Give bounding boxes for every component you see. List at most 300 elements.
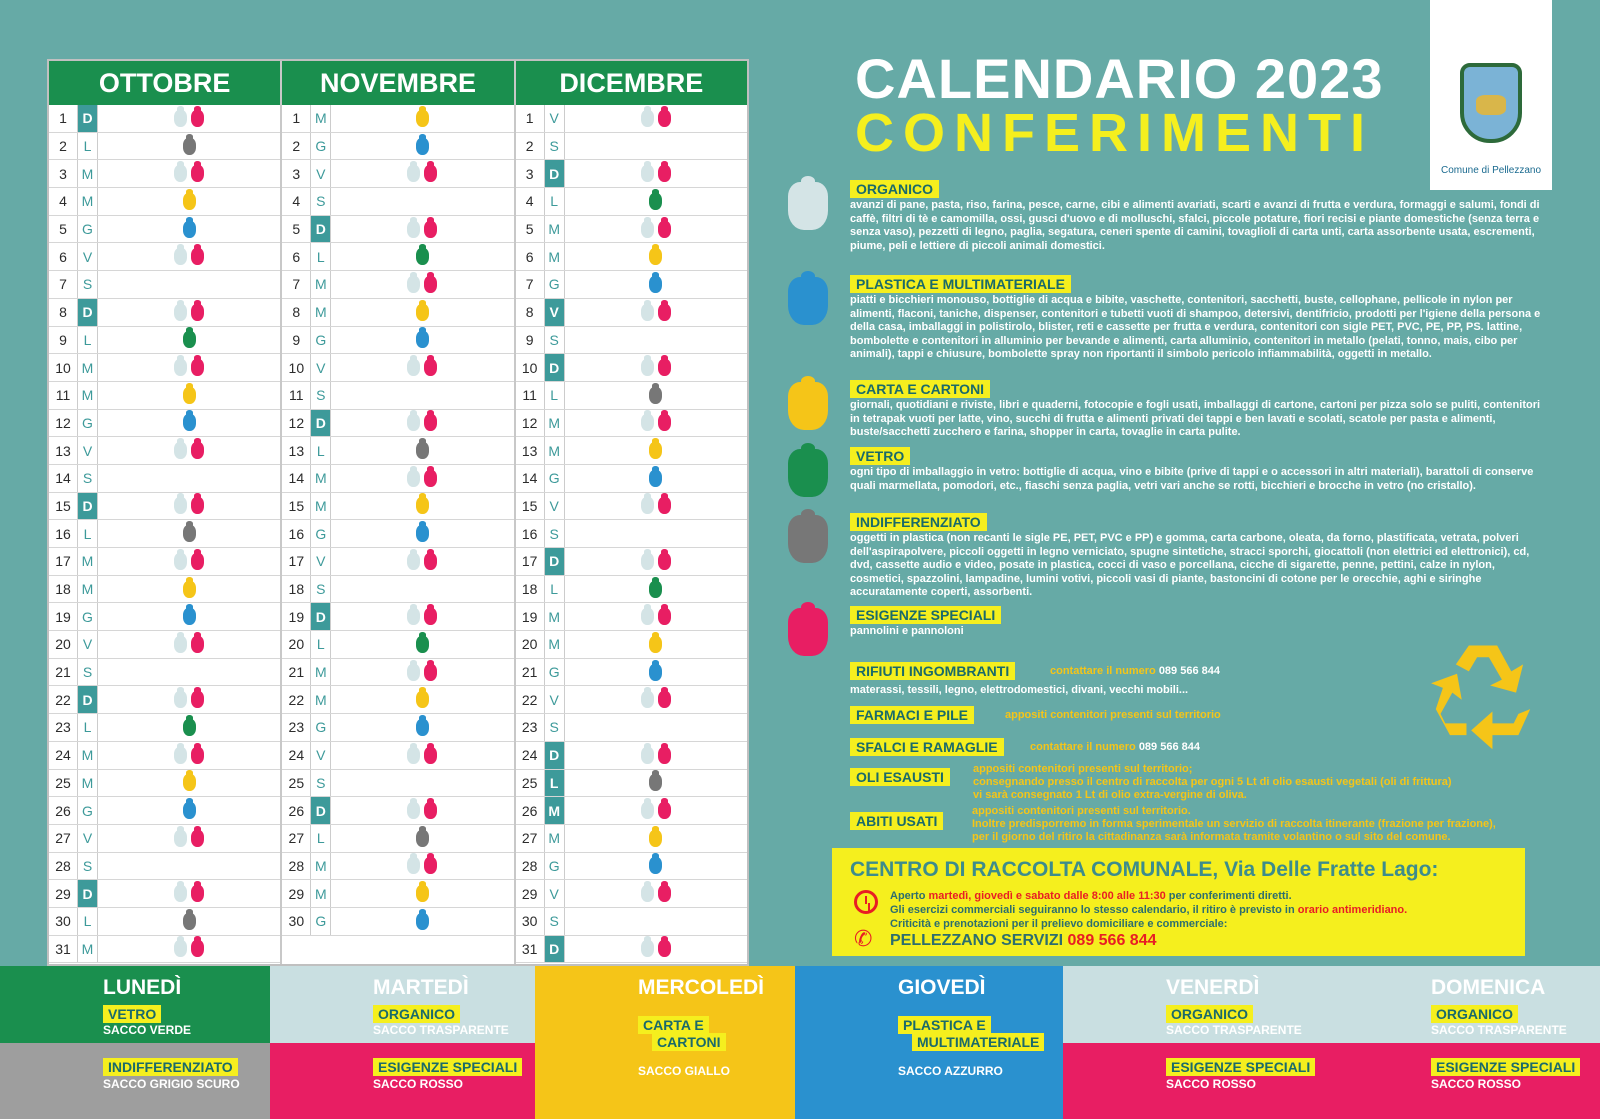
bag-giallo-icon — [183, 193, 196, 210]
weekday-type: VETRO — [103, 1005, 161, 1023]
bag-giallo-icon — [416, 110, 429, 127]
day-row — [282, 382, 513, 410]
day-number: 11 — [282, 382, 311, 409]
day-of-week: S — [78, 271, 98, 298]
collection-bags — [331, 497, 513, 514]
day-number: 25 — [49, 770, 78, 797]
bag-verde-icon — [416, 248, 429, 265]
centro-note: Criticità e prenotazioni per il prelievo domiciliare e commerciale: — [890, 918, 1228, 930]
collection-bags — [98, 636, 280, 653]
day-row — [49, 354, 280, 382]
category-desc: giornali, quotidiani e riviste, libri e quaderni, fotocopie e fogli usati, imballaggi di cartone, cartoni per pizza solo se puliti, contenitori in tetrapak vuoti per latte, vino, succhi di frutta e alimenti privati dei tappi e ben lavati e scolati, scatole per pasta e alimenti, buste/sacchetti zucchero e farina, shopper in carta, tovaglie in carta pulite. — [850, 399, 1541, 438]
bag-azzurro-icon — [649, 664, 662, 681]
day-number: 22 — [282, 686, 311, 713]
bag-grigio-icon — [416, 442, 429, 459]
bag-trasp-icon — [641, 747, 654, 764]
collection-bags — [331, 802, 513, 819]
day-row — [49, 188, 280, 216]
day-number: 10 — [282, 354, 311, 381]
bag-trasp-icon — [174, 940, 187, 957]
day-number: 16 — [516, 520, 545, 547]
collection-bags — [565, 304, 747, 321]
day-row — [516, 714, 747, 742]
day-number: 28 — [49, 853, 78, 880]
category-desc: ogni tipo di imballaggio in vetro: bottiglie di acqua, vino e bibite (prive di tappi e o accessori in altri materiali), barattoli di conserve quali marmellata, pomodori, etc., fiaschi senza paglia, vetri vari anche se rotti, bicchieri e brocche in vetro (no cristallo). — [850, 466, 1534, 492]
day-number: 1 — [516, 105, 545, 132]
bag-rosso-icon — [658, 802, 671, 819]
collection-bags — [565, 774, 747, 791]
bag-rosso-icon — [658, 165, 671, 182]
bag-trasp-icon — [407, 802, 420, 819]
day-row — [516, 327, 747, 355]
day-of-week: D — [78, 299, 98, 326]
day-of-week: M — [311, 271, 331, 298]
day-of-week: M — [78, 548, 98, 575]
bag-rosso-icon — [191, 442, 204, 459]
bag-giallo-icon — [183, 387, 196, 404]
day-of-week: S — [311, 188, 331, 215]
day-number: 5 — [516, 216, 545, 243]
waste-illustration-icon — [535, 966, 623, 1119]
month-name: DICEMBRE — [516, 61, 747, 105]
weekday-type-2: CARTONI — [652, 1033, 726, 1051]
abiti-label: ABITI USATI — [850, 812, 943, 830]
bag-trasp-icon — [407, 553, 420, 570]
bag-rosso-icon — [658, 747, 671, 764]
day-row — [49, 908, 280, 936]
weekday-name: LUNEDÌ — [103, 976, 182, 999]
day-number: 14 — [282, 465, 311, 492]
day-of-week: L — [545, 770, 565, 797]
day-number: 20 — [282, 631, 311, 658]
day-row — [49, 576, 280, 604]
bag-rosso-icon — [658, 885, 671, 902]
bag-verde-icon — [649, 193, 662, 210]
bag-giallo-icon — [649, 830, 662, 847]
category-label: VETRO — [850, 447, 910, 465]
bag-rosso-icon — [424, 414, 437, 431]
abiti-desc: appositi contenitori presenti sul territorio. Inoltre predisporremo in forma sperimentale un servizio di raccolta itinerante (frazione per frazione), per il giorno del ritiro la cittadinanza sarà informata tramite volantino o sul sito del comune. — [972, 805, 1496, 843]
day-number: 7 — [49, 271, 78, 298]
weekday-type-2: ESIGENZE SPECIALI — [373, 1058, 522, 1076]
bag-giallo-icon — [416, 885, 429, 902]
day-number: 28 — [282, 853, 311, 880]
day-of-week: L — [545, 576, 565, 603]
bag-rosso-icon — [658, 110, 671, 127]
day-number: 15 — [516, 493, 545, 520]
day-of-week: V — [545, 493, 565, 520]
bag-trasp-icon — [174, 359, 187, 376]
day-row — [49, 105, 280, 133]
day-row — [49, 437, 280, 465]
day-row — [49, 271, 280, 299]
day-number: 19 — [282, 603, 311, 630]
bag-trasp-icon — [174, 830, 187, 847]
day-of-week: M — [311, 880, 331, 907]
coat-of-arms-icon — [1460, 63, 1522, 143]
day-of-week: G — [545, 465, 565, 492]
collection-bags — [98, 581, 280, 598]
day-row — [516, 576, 747, 604]
category-desc: pannolini e pannoloni — [850, 625, 964, 637]
collection-bags — [331, 165, 513, 182]
collection-bags — [331, 110, 513, 127]
day-row — [516, 936, 747, 964]
collection-bags — [565, 940, 747, 957]
collection-bags — [565, 387, 747, 404]
day-row — [516, 880, 747, 908]
bag-trasp-icon — [174, 691, 187, 708]
bag-rosso-icon — [424, 553, 437, 570]
day-row — [49, 243, 280, 271]
bag-trasp-icon — [407, 747, 420, 764]
collection-bags — [98, 359, 280, 376]
day-of-week: G — [545, 853, 565, 880]
day-of-week: L — [545, 382, 565, 409]
collection-bags — [98, 331, 280, 348]
calendar-grid — [47, 59, 749, 966]
day-row — [516, 465, 747, 493]
day-of-week: M — [545, 216, 565, 243]
bag-trasp-icon — [174, 636, 187, 653]
day-row — [516, 548, 747, 576]
day-of-week: M — [545, 410, 565, 437]
weekday-name: VENERDÌ — [1166, 976, 1260, 999]
day-number: 8 — [516, 299, 545, 326]
bag-azzurro-icon — [416, 719, 429, 736]
bag-verde-icon — [183, 719, 196, 736]
page-title: CALENDARIO 2023 — [855, 47, 1384, 110]
weekday-type: ORGANICO — [373, 1005, 460, 1023]
day-of-week: M — [78, 742, 98, 769]
bag-trasp-icon — [174, 110, 187, 127]
bag-grigio-icon — [183, 913, 196, 930]
day-number: 19 — [49, 603, 78, 630]
bag-rosso-icon — [658, 497, 671, 514]
day-row — [282, 603, 513, 631]
day-row — [282, 437, 513, 465]
collection-bags — [565, 636, 747, 653]
weekday-bag-2: SACCO GRIGIO SCURO — [103, 1077, 240, 1091]
bag-trasp-icon — [407, 414, 420, 431]
day-row — [516, 133, 747, 161]
bag-rosso-icon — [191, 940, 204, 957]
weekday-name: GIOVEDÌ — [898, 976, 986, 999]
day-row — [516, 825, 747, 853]
day-row — [516, 520, 747, 548]
collection-bags — [98, 885, 280, 902]
collection-bags — [565, 664, 747, 681]
day-number: 27 — [49, 825, 78, 852]
day-row — [282, 853, 513, 881]
bag-trasp-icon — [174, 553, 187, 570]
weekday-type: PLASTICA E — [898, 1016, 991, 1034]
day-row — [49, 880, 280, 908]
day-of-week: S — [311, 576, 331, 603]
bag-trasp-icon — [641, 802, 654, 819]
bag-azzurro-icon — [416, 525, 429, 542]
day-of-week: M — [545, 243, 565, 270]
sfalci-contact: contattare il numero 089 566 844 — [1030, 741, 1200, 753]
waste-illustration-icon — [1328, 966, 1416, 1119]
bag-azzurro-icon — [183, 221, 196, 238]
bag-rosso-icon — [658, 691, 671, 708]
day-number: 4 — [282, 188, 311, 215]
collection-bags — [98, 691, 280, 708]
collection-bags — [98, 110, 280, 127]
waste-illustration-icon — [1063, 966, 1151, 1119]
weekday-bag-2: SACCO ROSSO — [1166, 1077, 1257, 1091]
weekday-name: MARTEDÌ — [373, 976, 469, 999]
bag-azzurro-icon — [649, 470, 662, 487]
day-of-week: V — [78, 437, 98, 464]
collection-bags — [98, 387, 280, 404]
day-of-week: G — [311, 327, 331, 354]
day-row — [49, 742, 280, 770]
bag-trasp-icon — [174, 304, 187, 321]
day-number: 18 — [49, 576, 78, 603]
day-of-week: M — [545, 797, 565, 824]
bag-trasp-icon — [174, 747, 187, 764]
day-number: 10 — [516, 354, 545, 381]
day-of-week: M — [78, 160, 98, 187]
oli-label: OLI ESAUSTI — [850, 768, 950, 786]
collection-bags — [565, 414, 747, 431]
day-number: 31 — [49, 936, 78, 963]
bag-trasp-icon — [641, 165, 654, 182]
bag-rosso-icon — [658, 304, 671, 321]
bag-trasp-icon — [407, 221, 420, 238]
day-of-week: D — [545, 936, 565, 963]
day-number: 30 — [49, 908, 78, 935]
day-of-week: L — [311, 243, 331, 270]
day-of-week: D — [311, 410, 331, 437]
bag-azzurro-icon — [416, 913, 429, 930]
day-of-week: V — [545, 880, 565, 907]
day-number: 2 — [282, 133, 311, 160]
day-number: 7 — [282, 271, 311, 298]
day-of-week: S — [78, 659, 98, 686]
bag-rosso-icon — [191, 747, 204, 764]
bag-rosso-icon — [424, 608, 437, 625]
bag-trasp-icon — [174, 165, 187, 182]
bag-rosso-icon — [658, 221, 671, 238]
day-number: 17 — [516, 548, 545, 575]
day-of-week: V — [78, 631, 98, 658]
day-of-week: V — [311, 160, 331, 187]
bag-trasp-icon — [641, 497, 654, 514]
collection-bags — [331, 221, 513, 238]
collection-bags — [98, 138, 280, 155]
day-of-week: V — [311, 548, 331, 575]
collection-bags — [98, 525, 280, 542]
day-row — [282, 133, 513, 161]
bag-trasp-icon — [407, 608, 420, 625]
bag-giallo-icon — [183, 774, 196, 791]
bag-trasp-icon — [407, 165, 420, 182]
waste-illustration-icon — [0, 966, 88, 1119]
day-number: 9 — [49, 327, 78, 354]
bag-giallo-icon — [416, 304, 429, 321]
centro-raccolta — [832, 848, 1525, 956]
day-number: 13 — [49, 437, 78, 464]
bag-grigio-icon — [649, 387, 662, 404]
month-column — [516, 61, 747, 964]
day-row — [282, 243, 513, 271]
collection-bags — [98, 221, 280, 238]
day-number: 8 — [282, 299, 311, 326]
day-number: 22 — [516, 686, 545, 713]
day-number: 18 — [516, 576, 545, 603]
collection-bags — [331, 470, 513, 487]
month-column — [49, 61, 280, 964]
day-of-week: M — [78, 188, 98, 215]
bag-rosso-icon — [191, 885, 204, 902]
bag-rosso-icon — [191, 691, 204, 708]
day-row — [516, 603, 747, 631]
day-row — [516, 659, 747, 687]
day-of-week: G — [311, 133, 331, 160]
day-of-week: S — [311, 770, 331, 797]
weekday-type: ORGANICO — [1431, 1005, 1518, 1023]
clock-icon — [854, 890, 878, 914]
weekday-type-2: MULTIMATERIALE — [912, 1033, 1044, 1051]
day-of-week: G — [311, 714, 331, 741]
day-row — [282, 548, 513, 576]
bag-rosso-icon — [191, 110, 204, 127]
waste-bag-icon — [788, 182, 828, 230]
day-number: 14 — [516, 465, 545, 492]
day-number: 15 — [49, 493, 78, 520]
page-subtitle: CONFERIMENTI — [855, 103, 1374, 163]
day-row — [516, 908, 747, 936]
weekday-bag-2: SACCO ROSSO — [373, 1077, 464, 1091]
day-row — [282, 188, 513, 216]
collection-bags — [331, 138, 513, 155]
category-label: ORGANICO — [850, 180, 939, 198]
weekday-bag: SACCO GIALLO — [638, 1064, 730, 1078]
bag-rosso-icon — [658, 414, 671, 431]
day-row — [282, 825, 513, 853]
collection-bags — [565, 857, 747, 874]
day-number: 24 — [516, 742, 545, 769]
day-number: 4 — [49, 188, 78, 215]
bag-trasp-icon — [407, 664, 420, 681]
day-number: 3 — [282, 160, 311, 187]
day-number: 23 — [49, 714, 78, 741]
day-row — [516, 686, 747, 714]
day-number: 11 — [516, 382, 545, 409]
bag-verde-icon — [183, 331, 196, 348]
collection-bags — [331, 414, 513, 431]
day-number: 24 — [282, 742, 311, 769]
day-of-week: D — [78, 493, 98, 520]
day-number: 23 — [282, 714, 311, 741]
day-row — [49, 410, 280, 438]
day-row — [282, 271, 513, 299]
bag-trasp-icon — [407, 359, 420, 376]
day-number: 26 — [49, 797, 78, 824]
bag-trasp-icon — [641, 940, 654, 957]
day-number: 19 — [516, 603, 545, 630]
day-of-week: G — [78, 797, 98, 824]
collection-bags — [331, 747, 513, 764]
day-number: 9 — [516, 327, 545, 354]
collection-bags — [98, 830, 280, 847]
day-row — [282, 299, 513, 327]
day-row — [516, 797, 747, 825]
day-number: 13 — [282, 437, 311, 464]
day-of-week: D — [78, 686, 98, 713]
day-number: 27 — [282, 825, 311, 852]
day-number: 2 — [516, 133, 545, 160]
bag-rosso-icon — [191, 636, 204, 653]
day-number: 17 — [282, 548, 311, 575]
collection-bags — [565, 442, 747, 459]
day-of-week: M — [545, 825, 565, 852]
waste-bag-icon — [788, 515, 828, 563]
day-row — [282, 908, 513, 936]
day-number: 3 — [49, 160, 78, 187]
day-number: 21 — [49, 659, 78, 686]
day-row — [49, 714, 280, 742]
bag-giallo-icon — [183, 581, 196, 598]
day-row — [49, 770, 280, 798]
bag-rosso-icon — [424, 802, 437, 819]
day-of-week: M — [311, 105, 331, 132]
day-row — [282, 631, 513, 659]
bag-verde-icon — [416, 636, 429, 653]
waste-bag-icon — [788, 277, 828, 325]
day-of-week: G — [78, 410, 98, 437]
day-number: 2 — [49, 133, 78, 160]
centro-phone[interactable]: PELLEZZANO SERVIZI 089 566 844 — [890, 932, 1157, 949]
day-row — [516, 354, 747, 382]
waste-bag-icon — [788, 449, 828, 497]
collection-bags — [331, 913, 513, 930]
bag-grigio-icon — [649, 774, 662, 791]
collection-bags — [98, 553, 280, 570]
day-of-week: L — [545, 188, 565, 215]
day-row — [49, 160, 280, 188]
day-row — [49, 493, 280, 521]
day-number: 15 — [282, 493, 311, 520]
bag-rosso-icon — [191, 830, 204, 847]
bag-rosso-icon — [424, 221, 437, 238]
day-number: 5 — [282, 216, 311, 243]
collection-bags — [331, 525, 513, 542]
day-row — [282, 714, 513, 742]
collection-bags — [98, 719, 280, 736]
day-number: 20 — [516, 631, 545, 658]
day-number: 28 — [516, 853, 545, 880]
recycle-icon — [1424, 636, 1542, 754]
day-of-week: S — [545, 133, 565, 160]
day-number: 25 — [516, 770, 545, 797]
day-row — [516, 243, 747, 271]
collection-bags — [331, 719, 513, 736]
municipality-name: Comune di Pellezzano — [1440, 165, 1542, 176]
day-number: 16 — [49, 520, 78, 547]
day-of-week: M — [78, 576, 98, 603]
weekday-bag: SACCO TRASPARENTE — [1431, 1023, 1567, 1037]
weekday-panel — [1063, 966, 1328, 1119]
collection-bags — [565, 470, 747, 487]
day-row — [516, 742, 747, 770]
day-of-week: G — [78, 216, 98, 243]
bag-giallo-icon — [649, 636, 662, 653]
category-label: PLASTICA E MULTIMATERIALE — [850, 275, 1071, 293]
